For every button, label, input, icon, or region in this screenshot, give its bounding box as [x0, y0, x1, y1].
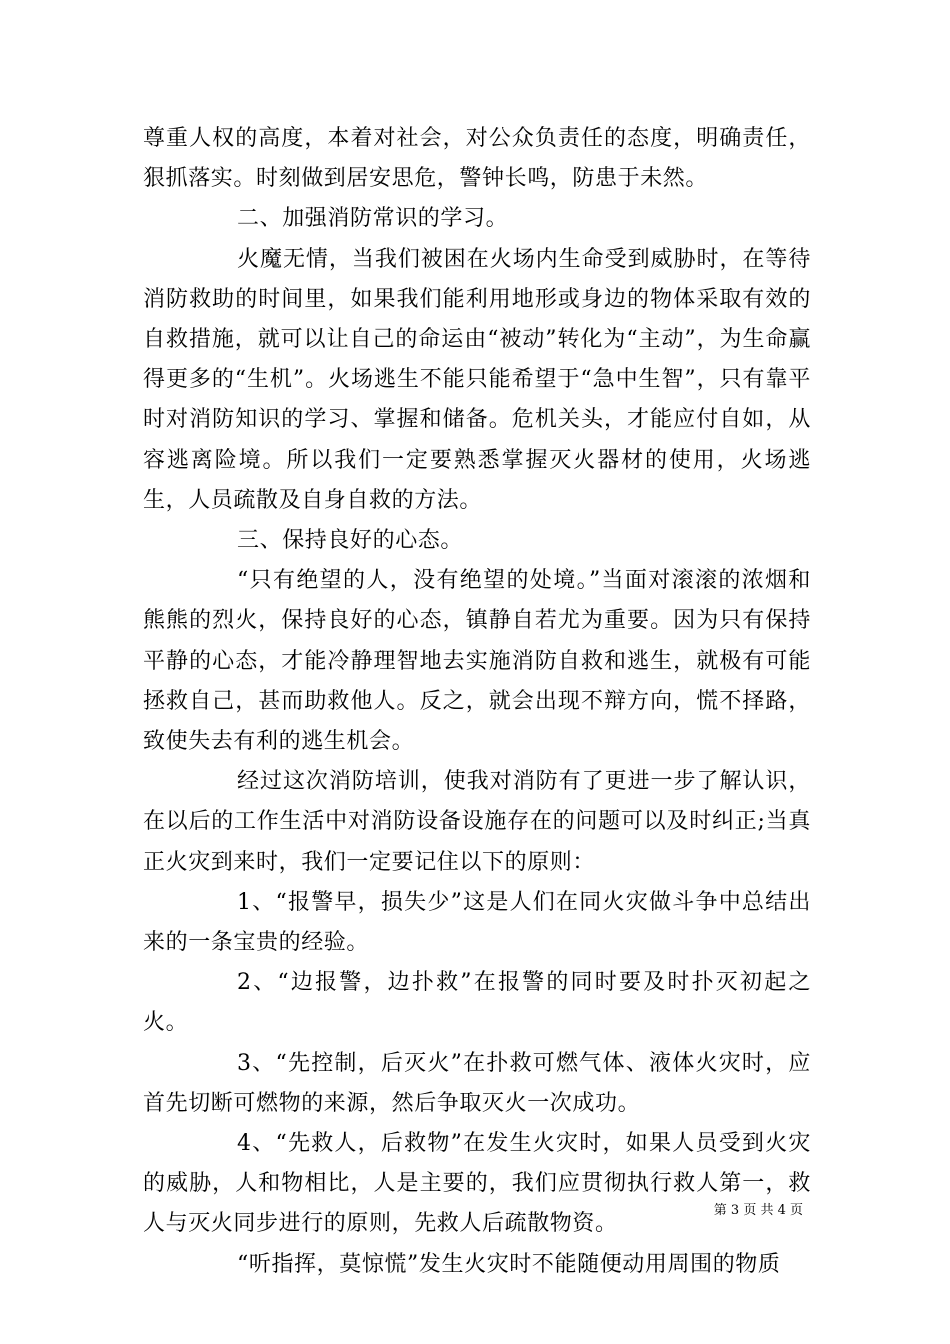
document-body [143, 119, 811, 1285]
principle-item-5: “听指挥，莫惊慌”发生火灾时不能随便动用周围的物质 [237, 1251, 781, 1277]
paragraph-training-summary: 经过这次消防培训，使我对消防有了更进一步了解认识，在以后的工作生活中对消防设备设施存在的问题可以及时纠正;当真正火灾到来时，我们一定要记住以下的原则： [143, 769, 811, 875]
section-heading-mindset: 三、保持良好的心态。 [237, 528, 464, 554]
section-heading-knowledge: 二、加强消防常识的学习。 [237, 206, 509, 232]
principle-item-1: 1、“报警早，损失少”这是人们在同火灾做斗争中总结出来的一条宝贵的经验。 [143, 889, 811, 956]
principle-item-3: 3、“先控制，后灭火”在扑救可燃气体、液体火灾时，应首先切断可燃物的来源，然后争取灭火一次成功。 [143, 1050, 811, 1116]
page-number: 第 3 页 共 4 页 [713, 1203, 803, 1218]
principle-item-4: 4、“先救人，后救物”在发生火灾时，如果人员受到火灾的威胁，人和物相比，人是主要的，我们应贯彻执行救人第一，救人与灭火同步进行的原则，先救人后疏散物资。 [143, 1131, 811, 1237]
paragraph-mindset: “只有绝望的人，没有绝望的处境。”当面对滚滚的浓烟和熊熊的烈火，保持良好的心态，镇静自若尤为重要。因为只有保持平静的心态，才能冷静理智地去实施消防自救和逃生，就极有可能拯救自己，甚而助救他人。反之，就会出现不辩方向，慌不择路，致使失去有利的逃生机会。 [143, 568, 811, 755]
paragraph-continuation: 尊重人权的高度，本着对社会，对公众负责任的态度，明确责任，狠抓落实。时刻做到居安思危，警钟长鸣，防患于未然。 [143, 126, 811, 192]
principle-item-2: 2、“边报警，边扑救”在报警的同时要及时扑灭初起之火。 [143, 970, 811, 1036]
paragraph-fire-knowledge: 火魔无情，当我们被困在火场内生命受到威胁时，在等待消防救助的时间里，如果我们能利用地形或身边的物体采取有效的自救措施，就可以让自己的命运由“被动”转化为“主动”，为生命赢得更多的“生机”。火场逃生不能只能希望于“急中生智”，只有靠平时对消防知识的学习、掌握和储备。危机关头，才能应付自如，从容逃离险境。所以我们一定要熟悉掌握灭火器材的使用，火场逃生，人员疏散及自身自救的方法。 [143, 246, 811, 513]
